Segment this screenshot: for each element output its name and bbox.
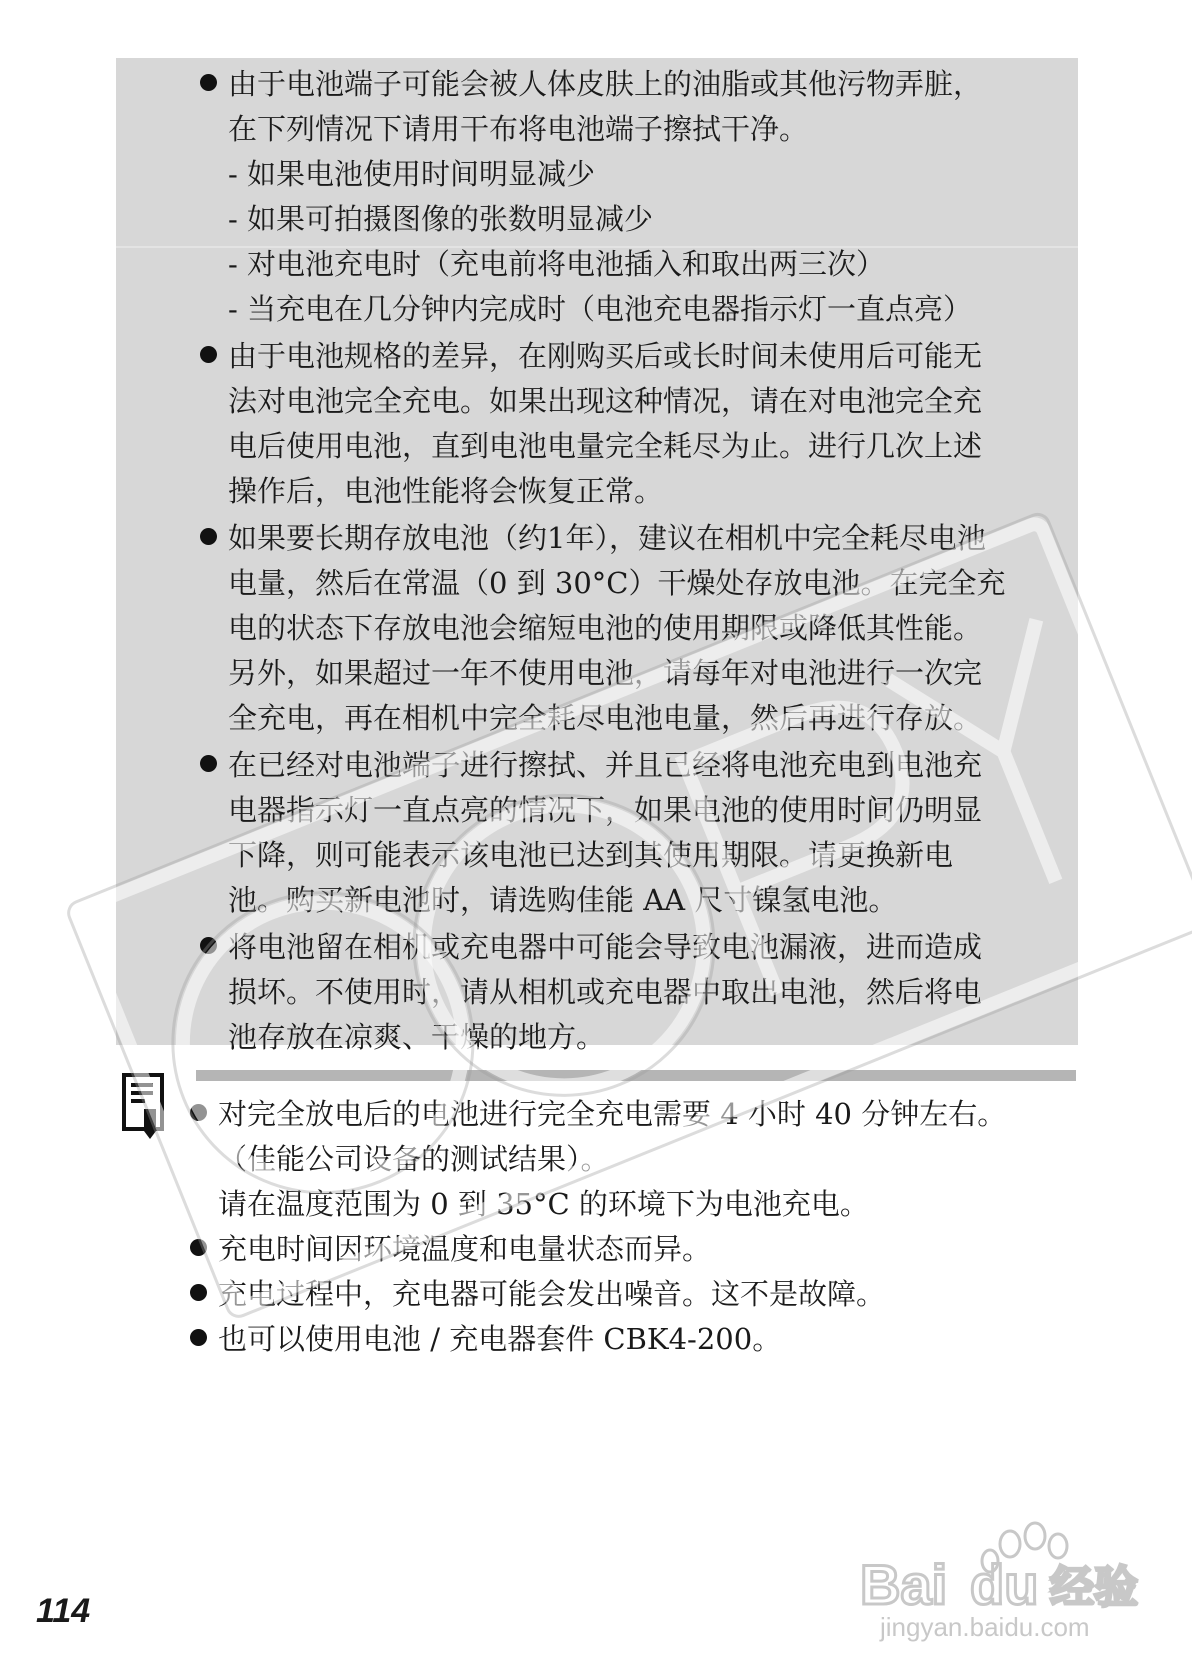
note-item: [190, 1317, 1006, 1362]
caution-item: [200, 334, 1005, 514]
text-line: 下降，则可能表示该电池已达到其使用期限。请更换新电: [228, 838, 954, 872]
sub-item: - 如果电池使用时间明显减少: [228, 157, 596, 191]
caution-sub-list: [200, 152, 1005, 332]
text-line: 由于电池规格的差异，在刚购买后或长时间未使用后可能无: [228, 339, 983, 373]
text-line: 将电池留在相机或充电器中可能会导致电池漏液，进而造成: [228, 930, 983, 964]
text-line: 在已经对电池端子进行擦拭、并且已经将电池充电到电池充: [228, 748, 983, 782]
caution-item: [200, 743, 1005, 923]
note-item: [190, 1227, 1006, 1272]
text-line: 电量，然后在常温（0 到 30°C）干燥处存放电池。在完全充: [228, 566, 1006, 600]
sub-item: - 如果可拍摄图像的张数明显减少: [228, 202, 654, 236]
text-line: 全充电，再在相机中完全耗尽电池电量，然后再进行存放。: [228, 701, 983, 735]
text-line: 也可以使用电池 / 充电器套件 CBK4-200。: [218, 1322, 782, 1356]
text-line: 充电时间因环境温度和电量状态而异。: [218, 1232, 712, 1266]
svg-text:经验: 经验: [1050, 1562, 1138, 1613]
caution-item: [200, 925, 1005, 1060]
bullet-icon: [190, 1284, 207, 1301]
text-line: 在下列情况下请用干布将电池端子擦拭干净。: [228, 112, 809, 146]
svg-text:du: du: [970, 1553, 1039, 1616]
bullet-icon: [200, 528, 217, 545]
bullet-icon: [200, 755, 217, 772]
text-line: 电的状态下存放电池会缩短电池的使用期限或降低其性能。: [228, 611, 983, 645]
bullet-icon: [190, 1329, 207, 1346]
text-line: 如果要长期存放电池（约1年），建议在相机中完全耗尽电池: [228, 521, 986, 555]
text-line: （佳能公司设备的测试结果）。: [218, 1142, 610, 1176]
bullet-icon: [200, 346, 217, 363]
note-text: [190, 1092, 1006, 1362]
text-line: 由于电池端子可能会被人体皮肤上的油脂或其他污物弄脏，: [228, 67, 983, 101]
logo-url: jingyan.baidu.com: [880, 1612, 1090, 1642]
text-line: 法对电池完全充电。如果出现这种情况，请在对电池完全充: [228, 384, 983, 418]
text-line: 另外，如果超过一年不使用电池，请每年对电池进行一次完: [228, 656, 983, 690]
sub-item: - 当充电在几分钟内完成时（电池充电器指示灯一直点亮）: [228, 292, 973, 326]
text-line: 对完全放电后的电池进行完全充电需要 4 小时 40 分钟左右。: [218, 1097, 1007, 1131]
page-number: 114: [36, 1592, 91, 1630]
text-line: 损坏。不使用时，请从相机或充电器中取出电池，然后将电: [228, 975, 983, 1009]
note-item: [190, 1092, 1006, 1227]
bullet-icon: [190, 1104, 207, 1121]
text-line: 请在温度范围为 0 到 35°C 的环境下为电池充电。: [218, 1187, 869, 1221]
sub-item: - 对电池充电时（充电前将电池插入和取出两三次）: [228, 247, 886, 281]
baidu-jingyan-logo: [850, 1516, 1150, 1646]
bullet-icon: [200, 937, 217, 954]
note-item: [190, 1272, 1006, 1317]
text-line: 池存放在凉爽、干燥的地方。: [228, 1020, 606, 1054]
caution-item: [200, 516, 1005, 741]
memo-pencil-icon: [122, 1073, 166, 1141]
caution-text: [200, 62, 1005, 1060]
text-line: 操作后，电池性能将会恢复正常。: [228, 474, 664, 508]
text-line: 电器指示灯一直点亮的情况下，如果电池的使用时间仍明显: [228, 793, 983, 827]
text-line: 电后使用电池，直到电池电量完全耗尽为止。进行几次上述: [228, 429, 983, 463]
caution-item: [200, 62, 1005, 152]
bullet-icon: [200, 74, 217, 91]
note-divider: [196, 1070, 1076, 1081]
bullet-icon: [190, 1239, 207, 1256]
svg-text:Bai: Bai: [860, 1553, 948, 1616]
text-line: 充电过程中，充电器可能会发出噪音。这不是故障。: [218, 1277, 886, 1311]
text-line: 池。购买新电池时，请选购佳能 AA 尺寸镍氢电池。: [228, 883, 898, 917]
